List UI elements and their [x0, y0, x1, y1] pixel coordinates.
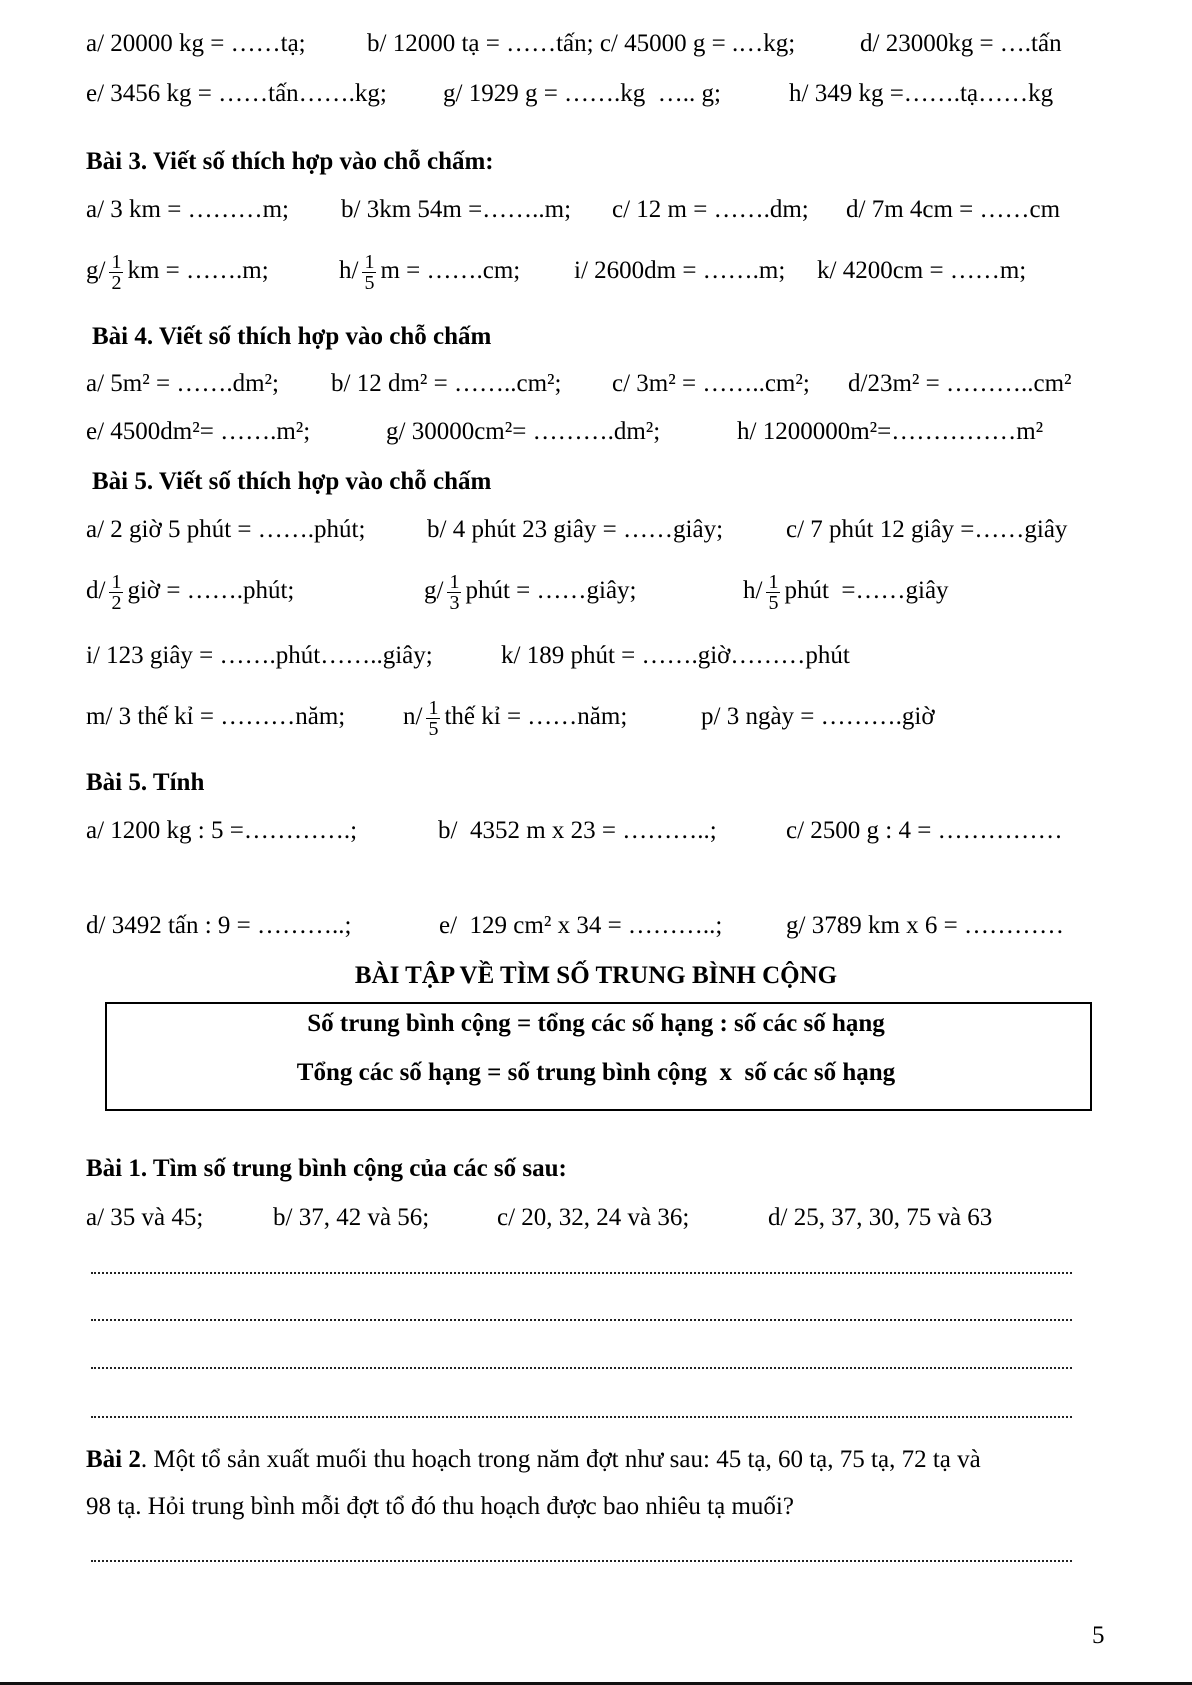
item-suffix: phút = ……giây; — [465, 577, 637, 605]
exercise-heading: Bài 5. Viết số thích hợp vào chỗ chấm — [92, 468, 492, 495]
exercise-item: a/ 5m² = …….dm²; — [86, 370, 279, 397]
numerator: 1 — [449, 571, 460, 593]
exercise-item: a/ 1200 kg : 5 =………….; — [86, 817, 358, 844]
denominator: 5 — [768, 592, 779, 614]
exercise-item: g/ 3789 km x 6 = ………… — [786, 912, 1064, 939]
formula-line: Số trung bình cộng = tổng các số hạng : số các số hạng — [307, 1010, 885, 1037]
numerator: 1 — [364, 251, 375, 273]
item-prefix: h/ — [339, 257, 359, 285]
exercise-item: d/ 3492 tấn : 9 = ………..; — [86, 912, 352, 939]
exercise-item: e/ 129 cm² x 34 = ………..; — [439, 912, 723, 939]
exercise-label: Bài 2 — [86, 1446, 141, 1473]
exercise-item: i/ 2600dm = …….m; — [574, 257, 786, 284]
answer-line — [91, 1416, 1072, 1418]
exercise-item: m/ 3 thế kỉ = ………năm; — [86, 703, 346, 730]
exercise-item: c/ 7 phút 12 giây =……giây — [786, 516, 1068, 543]
item-suffix: giờ = …….phút; — [127, 577, 295, 605]
answer-line — [91, 1319, 1072, 1321]
exercise-item: b/ 3km 54m =……..m; — [341, 196, 572, 223]
numerator: 1 — [111, 251, 122, 273]
exercise-item: k/ 189 phút = …….giờ………phút — [501, 642, 850, 669]
exercise-item: d/ 7m 4cm = ……cm — [846, 196, 1061, 223]
problem-text: 98 tạ. Hỏi trung bình mỗi đợt tổ đó thu hoạch được bao nhiêu tạ muối? — [86, 1493, 794, 1520]
exercise-item: g/ 30000cm²= ……….dm²; — [386, 418, 661, 445]
exercise-item: c/ 20, 32, 24 và 36; — [497, 1204, 690, 1231]
exercise-item — [424, 572, 637, 613]
exercise-item: a/ 3 km = ………m; — [86, 196, 289, 223]
exercise-item: c/ 3m² = ……..cm²; — [612, 370, 810, 397]
denominator: 2 — [111, 592, 122, 614]
fraction — [426, 698, 440, 739]
item-suffix: phút =……giây — [784, 577, 949, 605]
denominator: 5 — [428, 718, 439, 740]
exercise-item: b/ 4 phút 23 giây = ……giây; — [427, 516, 724, 543]
exercise-item: c/ 2500 g : 4 = …………… — [786, 817, 1063, 844]
numerator: 1 — [111, 571, 122, 593]
item-prefix: g/ — [424, 577, 444, 605]
fraction — [362, 252, 376, 293]
exercise-item: g/ 1929 g = …….kg ….. g; — [443, 80, 721, 107]
answer-line — [91, 1367, 1072, 1369]
exercise-item: e/ 4500dm²= …….m²; — [86, 418, 311, 445]
fraction — [109, 572, 123, 613]
exercise-item: h/ 349 kg =…….tạ……kg — [789, 80, 1054, 107]
answer-line — [91, 1560, 1072, 1562]
numerator: 1 — [768, 571, 779, 593]
item-prefix: d/ — [86, 577, 106, 605]
page-number: 5 — [1092, 1622, 1105, 1649]
exercise-item: e/ 3456 kg = ……tấn…….kg; — [86, 80, 387, 107]
exercise-item: d/ 25, 37, 30, 75 và 63 — [768, 1204, 993, 1231]
exercise-item: p/ 3 ngày = ……….giờ — [701, 703, 935, 730]
numerator: 1 — [428, 697, 439, 719]
exercise-item — [403, 698, 627, 739]
denominator: 5 — [364, 272, 375, 294]
denominator: 3 — [449, 592, 460, 614]
item-prefix: n/ — [403, 703, 423, 731]
section-title: BÀI TẬP VỀ TÌM SỐ TRUNG BÌNH CỘNG — [354, 962, 838, 989]
denominator: 2 — [111, 272, 122, 294]
exercise-item — [86, 252, 269, 293]
fraction — [766, 572, 780, 613]
exercise-item: d/23m² = ………..cm² — [848, 370, 1072, 397]
exercise-item: a/ 20000 kg = ……tạ; — [86, 30, 306, 57]
exercise-item: c/ 12 m = …….dm; — [612, 196, 809, 223]
formula-line: Tổng các số hạng = số trung bình cộng x số các số hạng — [296, 1059, 896, 1086]
item-suffix: m = …….cm; — [380, 257, 521, 285]
exercise-heading: Bài 3. Viết số thích hợp vào chỗ chấm: — [86, 148, 494, 175]
exercise-problem — [86, 1445, 981, 1475]
exercise-item: d/ 23000kg = ….tấn — [860, 30, 1062, 57]
fraction — [109, 252, 123, 293]
item-suffix: thế kỉ = ……năm; — [444, 703, 628, 731]
exercise-heading: Bài 4. Viết số thích hợp vào chỗ chấm — [92, 323, 492, 350]
exercise-item: k/ 4200cm = ……m; — [817, 257, 1027, 284]
exercise-heading: Bài 1. Tìm số trung bình cộng của các số sau: — [86, 1155, 567, 1182]
item-prefix: g/ — [86, 257, 106, 285]
problem-text: . Một tổ sản xuất muối thu hoạch trong năm đợt như sau: 45 tạ, 60 tạ, 75 tạ, 72 tạ và — [140, 1446, 981, 1473]
exercise-item — [339, 252, 520, 293]
exercise-item — [86, 572, 294, 613]
exercise-item: a/ 2 giờ 5 phút = …….phút; — [86, 516, 366, 543]
exercise-item: i/ 123 giây = …….phút……..giây; — [86, 642, 433, 669]
exercise-item: h/ 1200000m²=……………m² — [737, 418, 1044, 445]
fraction — [447, 572, 461, 613]
item-suffix: km = …….m; — [127, 257, 269, 285]
exercise-item: b/ 12000 tạ = ……tấn; c/ 45000 g = .…kg; — [367, 30, 796, 57]
exercise-item: b/ 4352 m x 23 = ………..; — [438, 817, 717, 844]
exercise-item — [743, 572, 949, 613]
item-prefix: h/ — [743, 577, 763, 605]
exercise-item: b/ 37, 42 và 56; — [273, 1204, 430, 1231]
exercise-item: b/ 12 dm² = ……..cm²; — [331, 370, 562, 397]
exercise-heading: Bài 5. Tính — [86, 769, 205, 796]
answer-line — [91, 1272, 1072, 1274]
exercise-item: a/ 35 và 45; — [86, 1204, 204, 1231]
